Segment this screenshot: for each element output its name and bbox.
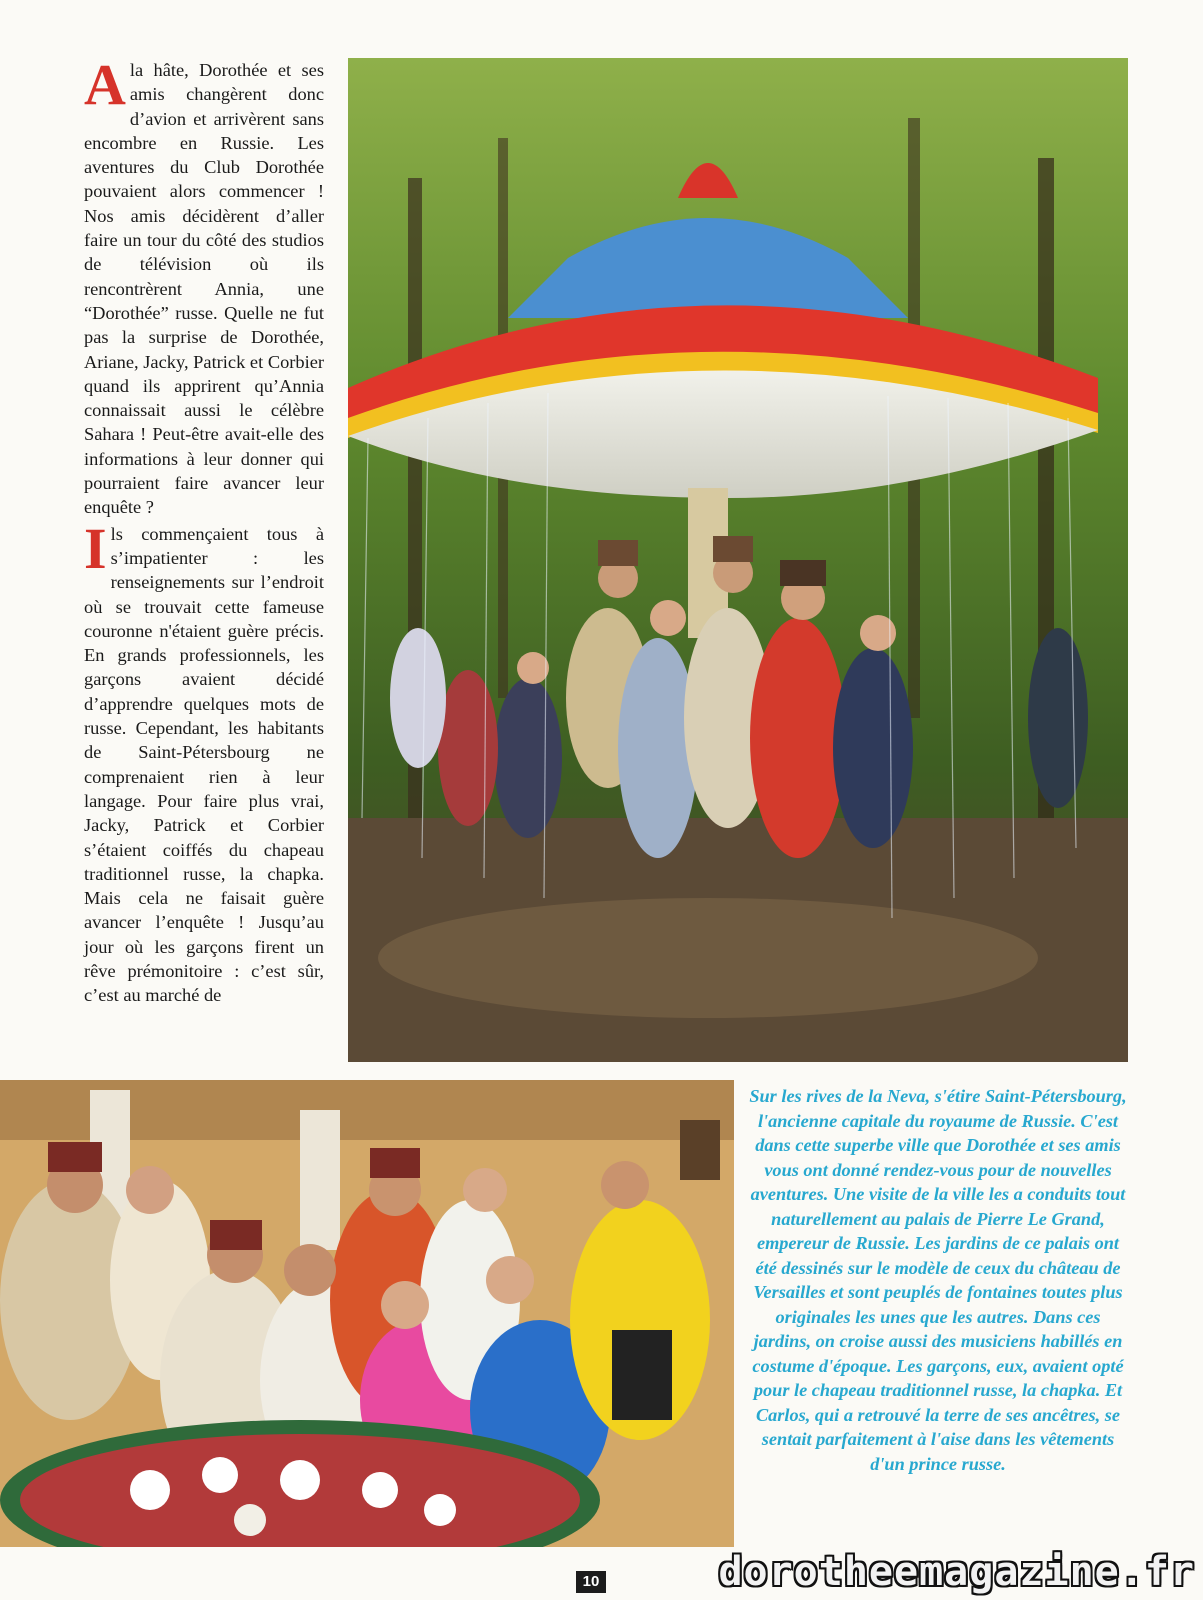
page-number: 10 bbox=[576, 1571, 606, 1593]
dropcap-i: I bbox=[84, 515, 107, 581]
fountain-photo-illustration bbox=[348, 58, 1128, 1062]
fountain-photo bbox=[348, 58, 1128, 1062]
article-paragraph-2 bbox=[84, 515, 324, 1008]
dropcap-a: A bbox=[84, 52, 126, 117]
site-watermark: dorotheemagazine.fr bbox=[718, 1549, 1195, 1595]
banquet-photo bbox=[0, 1080, 734, 1547]
banquet-photo-illustration bbox=[0, 1080, 734, 1547]
photo-caption: Sur les rives de la Neva, s'étire Saint-Pétersbourg, l'ancienne capitale du royaume de Russie. C'est dans cette superbe ville que Dorothée et ses amis vous ont donné rendez-vous pour de nouvelles aventures. Une visite de la ville les a conduits tout naturellement au palais de Pierre Le Grand, empereur de Russie. Les jardins de ce palais ont été dessinés sur le modèle de ceux du château de Versailles et sont peuplés de fontaines toutes plus originales les unes que les autres. Dans ces jardins, on croise aussi des musiciens habillés en costume d'époque. Les garçons, eux, avaient opté pour le chapeau traditionnel russe, la chapka. Et Carlos, qui a retrouvé la terre de ses ancêtres, se sentait parfaitement à l'aise dans les vêtements d'un prince russe. bbox=[749, 1086, 1127, 1474]
article-text-column bbox=[84, 52, 324, 1010]
article-paragraph-1 bbox=[84, 52, 324, 520]
paragraph-2-text: ls commençaient tous à s’impatienter : les renseignements sur l’endroit où se trouvait cette fameuse couronne n'étaient guère précis. En grands professionnels, les garçons avaient décidé d’apprendre quelques mots de russe. Cependant, les habitants de Saint-Pétersbourg ne comprenaient rien à leur langage. Pour faire plus vrai, Jacky, Patrick et Corbier s’étaient coiffés du chapeau traditionnel russe, la chapka. Mais cela ne faisait guère avancer l’enquête ! Jusqu’au jour où les garçons firent un rêve prémonitoire : c’est sûr, c’est au marché de bbox=[84, 523, 324, 1006]
paragraph-1-text: la hâte, Dorothée et ses amis changèrent donc d’avion et arrivèrent sans encombre en Russie. Les aventures du Club Dorothée pouvaient alors commencer ! Nos amis décidèrent d’aller faire un tour du côté des studios de télévision où ils rencontrèrent Annia, une “Dorothée” russe. Quelle ne fut pas la surprise de Dorothée, Ariane, Jacky, Patrick et Corbier quand ils apprirent qu’Annia connaissait aussi le célèbre Sahara ! Peut-être avait-elle des informations à leur donner qui pourraient faire avancer leur enquête ? bbox=[84, 60, 324, 518]
